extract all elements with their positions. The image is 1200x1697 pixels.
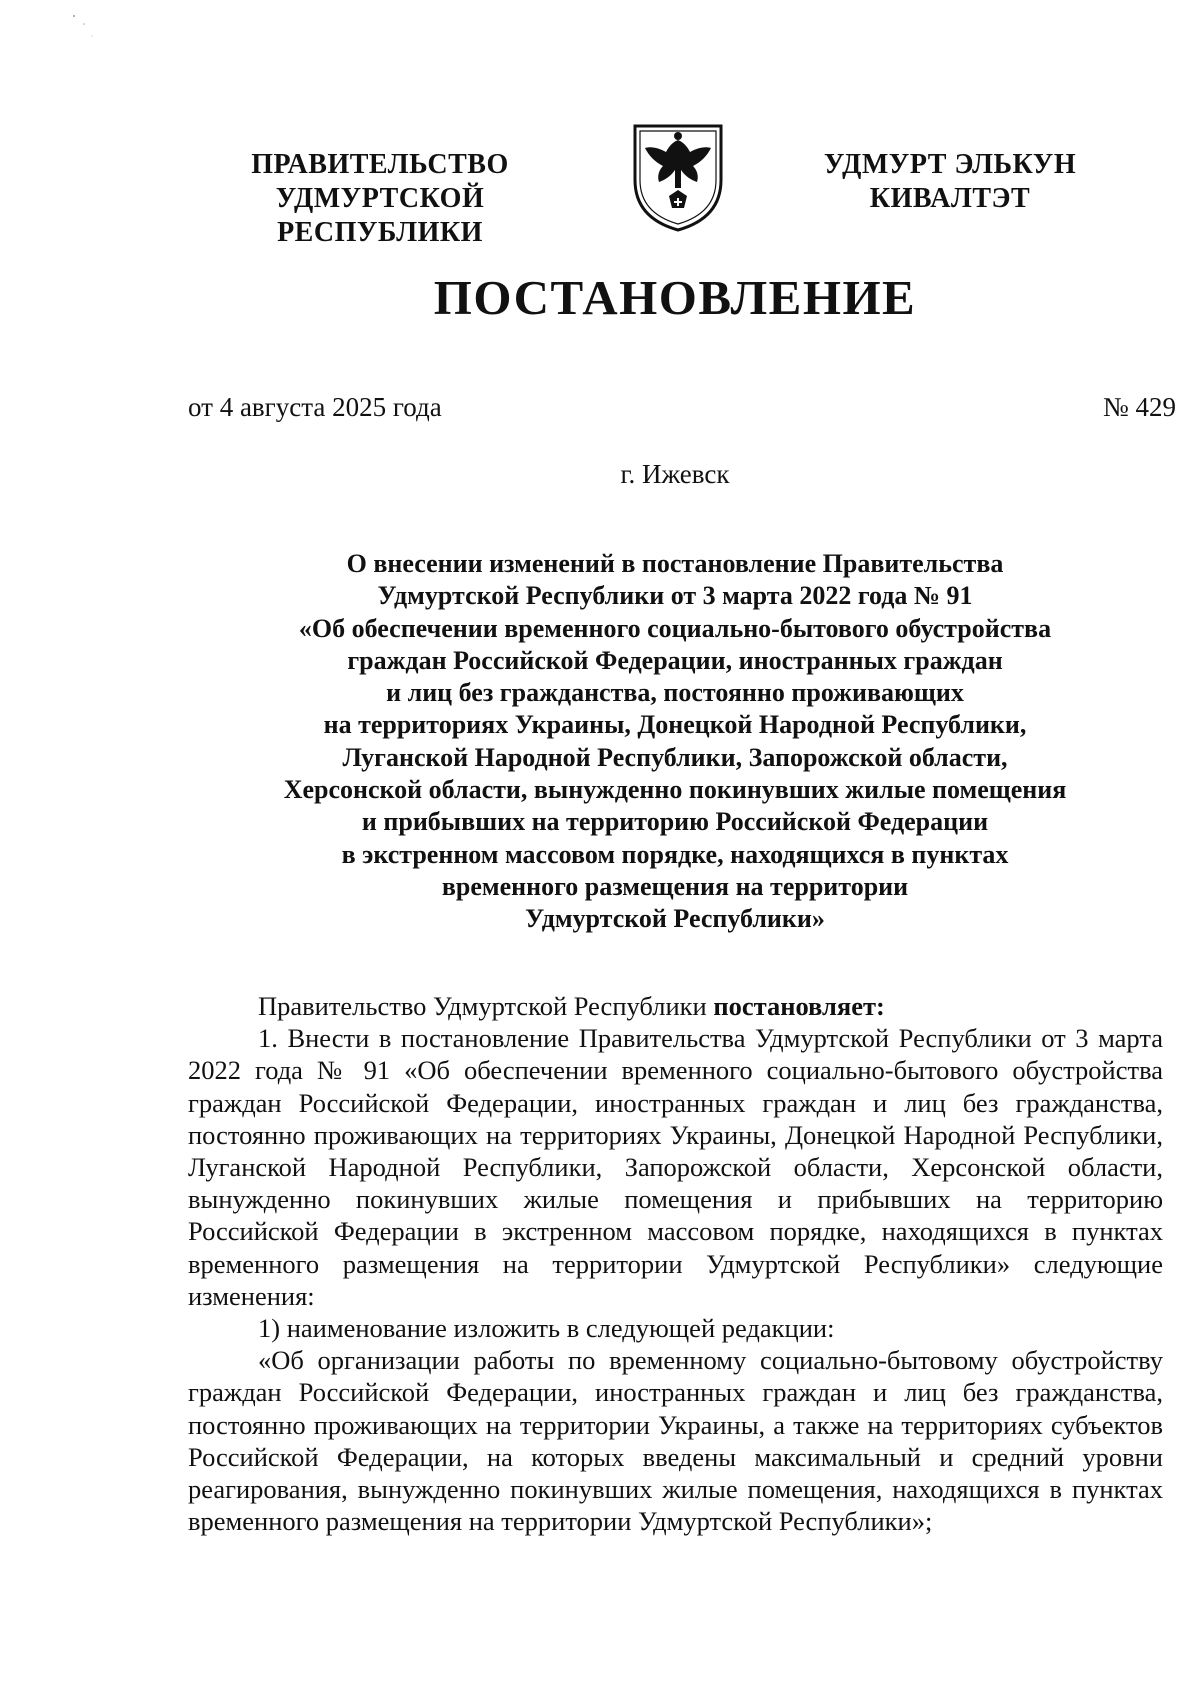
coat-of-arms-emblem <box>629 118 727 234</box>
scan-speck-mark <box>70 10 110 50</box>
intro-text: Правительство Удмуртской Республики <box>258 991 714 1021</box>
subject-line: «Об обеспечении временного социально-бытового обустройства <box>298 613 1052 643</box>
clause-1-subitem-1: 1) наименование изложить в следующей редакции: <box>258 1313 835 1344</box>
subject-line: Удмуртской Республики от 3 марта 2022 года № 91 <box>377 581 973 611</box>
government-name-udmurt-line-1: УДМУРТ ЭЛЬКУН <box>823 149 1077 180</box>
subject-line: временного размещения на территории <box>441 871 909 901</box>
new-title-paragraph: «Об организации работы по временному социально-бытовому обустройству граждан Российской Федерации, иностранных граждан и лиц без гражданства, постоянно проживающих на территории Украины, а также на территориях субъектов Российской Федерации, на которых введены максимальный и средний уровни реагирования, вынужденно покинувших жилые помещения, находящихся в пунктах временного размещения на территории Удмуртской Республики»; <box>188 1345 1163 1537</box>
government-name-udmurt-line-2: КИВАЛТЭТ <box>869 183 1031 214</box>
intro-paragraph <box>188 990 1163 1022</box>
clause-1-paragraph: 1. Внести в постановление Правительства Удмуртской Республики от 3 марта 2022 года № 91 «Об обеспечении временного социально-бытового обустройства граждан Российской Федерации, иностранных граждан и лиц без гражданства, постоянно проживающих на территориях Украины, Донецкой Народной Республики, Луганской Народной Республики, Запорожской области, Херсонской области, вынужденно покинувших жилые помещения и прибывших на территорию Российской Федерации в экстренном массовом порядке, находящихся в пунктах временного размещения на территории Удмуртской Республики» следующие изменения: <box>188 1023 1163 1311</box>
document-city: г. Ижевск <box>620 459 730 489</box>
government-name-line-2: УДМУРТСКОЙ РЕСПУБЛИКИ <box>275 183 485 248</box>
subject-line: Луганской Народной Республики, Запорожской области, <box>342 742 1008 772</box>
document-subject <box>200 548 1150 936</box>
government-name-udmurt <box>800 148 1100 216</box>
document-number: № 429 <box>1102 392 1176 422</box>
subject-line: граждан Российской Федерации, иностранных граждан <box>347 645 1003 675</box>
subject-line: О внесении изменений в постановление Правительства <box>346 549 1004 578</box>
subject-line: на территориях Украины, Донецкой Народной Республики, <box>323 710 1027 740</box>
subject-line: и лиц без гражданства, постоянно проживающих <box>386 678 964 708</box>
intro-bold-verb: постановляет: <box>713 991 885 1021</box>
government-name-russian <box>170 148 590 250</box>
subject-line: Херсонской области, вынужденно покинувших жилые помещения <box>283 775 1067 805</box>
subject-line: Удмуртской Республики» <box>525 904 825 934</box>
document-title: ПОСТАНОВЛЕНИЕ <box>433 270 917 325</box>
document-date: от 4 августа 2025 года <box>188 392 442 422</box>
subject-line: и прибывших на территорию Российской Федерации <box>361 807 989 837</box>
subject-line: в экстренном массовом порядке, находящихся в пунктах <box>341 839 1009 869</box>
government-name-line-1: ПРАВИТЕЛЬСТВО <box>251 149 509 180</box>
document-body <box>188 990 1163 1537</box>
